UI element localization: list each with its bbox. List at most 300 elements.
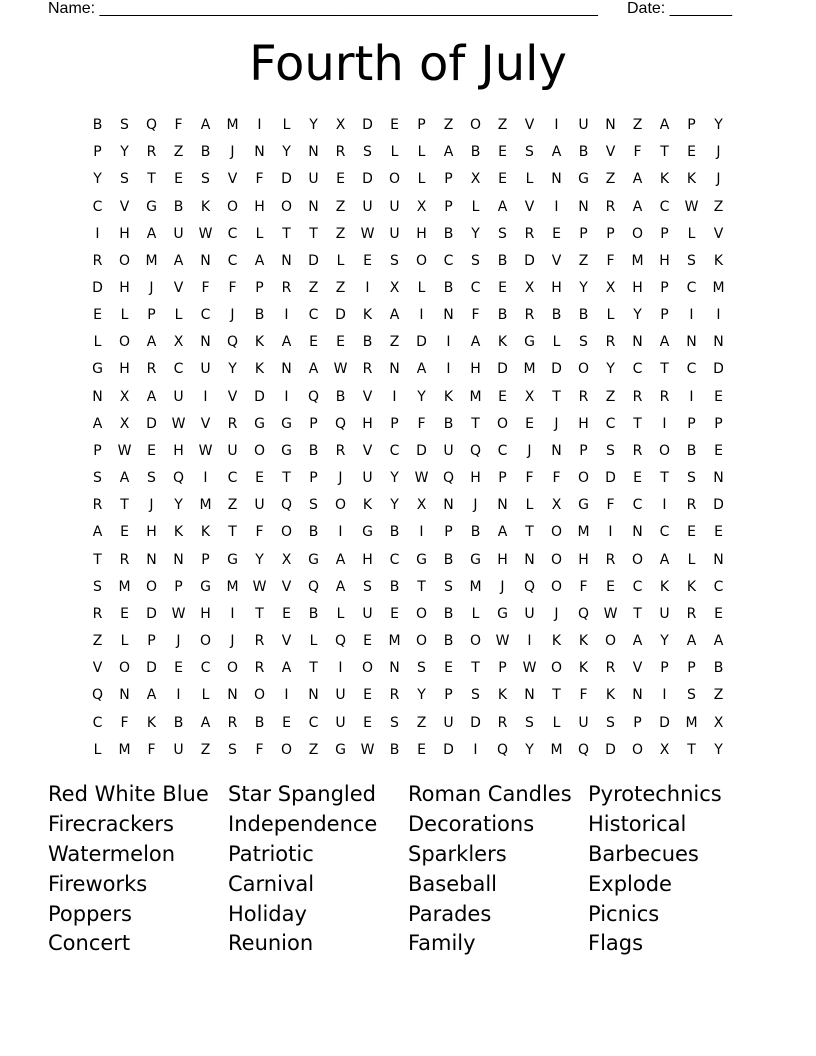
grid-letter: J bbox=[176, 633, 181, 650]
grid-letter: U bbox=[389, 225, 400, 242]
grid-letter: F bbox=[606, 252, 615, 269]
grid-letter: L bbox=[687, 225, 696, 242]
grid-letter: V bbox=[524, 117, 535, 134]
grid-letter: B bbox=[551, 307, 562, 324]
grid-letter: B bbox=[308, 442, 319, 459]
grid-letter: K bbox=[443, 388, 454, 405]
word-bank-item: Fireworks bbox=[48, 871, 148, 896]
grid-letter: B bbox=[173, 198, 184, 215]
grid-letter: N bbox=[524, 551, 535, 568]
grid-letter: O bbox=[469, 117, 482, 134]
grid-letter: T bbox=[417, 578, 426, 595]
grid-letter: V bbox=[92, 660, 103, 677]
grid-letter: Z bbox=[92, 633, 103, 650]
grid-letter: U bbox=[362, 605, 373, 622]
word-bank-item: Watermelon bbox=[48, 841, 176, 866]
grid-letter: W bbox=[360, 225, 375, 242]
grid-letter: S bbox=[390, 714, 399, 731]
grid-row bbox=[84, 248, 732, 275]
grid-letter: V bbox=[551, 252, 562, 269]
grid-letter: J bbox=[230, 307, 235, 324]
grid-letter: T bbox=[687, 741, 696, 758]
grid-letter: S bbox=[525, 144, 534, 161]
grid-letter: N bbox=[92, 388, 103, 405]
grid-letter: I bbox=[662, 415, 667, 432]
grid-letter: R bbox=[146, 144, 157, 161]
grid-letter: T bbox=[471, 415, 480, 432]
grid-letter: X bbox=[119, 415, 130, 432]
word-bank bbox=[48, 779, 768, 958]
grid-letter: I bbox=[608, 524, 613, 541]
grid-letter: P bbox=[687, 660, 696, 677]
grid-letter: Z bbox=[335, 225, 346, 242]
grid-letter: K bbox=[146, 714, 157, 731]
word-bank-item: Patriotic bbox=[228, 841, 314, 866]
grid-letter: U bbox=[578, 117, 589, 134]
grid-letter: Q bbox=[577, 741, 590, 758]
grid-row bbox=[84, 547, 732, 574]
grid-letter: L bbox=[390, 144, 399, 161]
grid-letter: S bbox=[471, 252, 480, 269]
grid-letter: M bbox=[631, 252, 644, 269]
grid-letter: R bbox=[92, 497, 103, 514]
grid-letter: Y bbox=[228, 361, 237, 378]
grid-letter: J bbox=[230, 633, 235, 650]
grid-letter: I bbox=[473, 741, 478, 758]
grid-letter: H bbox=[578, 415, 589, 432]
grid-letter: N bbox=[578, 198, 589, 215]
grid-letter: M bbox=[685, 714, 698, 731]
grid-letter: E bbox=[336, 171, 345, 188]
grid-letter: D bbox=[146, 415, 157, 432]
grid-letter: F bbox=[255, 171, 264, 188]
grid-letter: F bbox=[525, 470, 534, 487]
grid-letter: B bbox=[335, 388, 346, 405]
grid-letter: Y bbox=[282, 144, 291, 161]
grid-letter: I bbox=[689, 307, 694, 324]
grid-letter: I bbox=[662, 497, 667, 514]
grid-letter: C bbox=[632, 497, 643, 514]
grid-letter: A bbox=[659, 551, 670, 568]
grid-letter: P bbox=[147, 307, 156, 324]
grid-letter: Q bbox=[577, 605, 590, 622]
grid-letter: L bbox=[417, 144, 426, 161]
grid-letter: A bbox=[254, 252, 265, 269]
grid-letter: S bbox=[201, 171, 210, 188]
grid-letter: G bbox=[497, 605, 508, 622]
grid-letter: E bbox=[606, 578, 615, 595]
grid-letter: N bbox=[551, 442, 562, 459]
grid-letter: X bbox=[524, 388, 535, 405]
grid-letter: R bbox=[605, 334, 616, 351]
grid-row bbox=[84, 601, 732, 628]
grid-letter: I bbox=[176, 687, 181, 704]
grid-letter: V bbox=[119, 198, 130, 215]
grid-letter: K bbox=[686, 171, 697, 188]
grid-letter: S bbox=[309, 497, 318, 514]
grid-letter: Y bbox=[417, 687, 426, 704]
grid-letter: E bbox=[282, 605, 291, 622]
grid-letter: X bbox=[551, 497, 562, 514]
grid-letter: C bbox=[659, 198, 670, 215]
grid-letter: H bbox=[362, 551, 373, 568]
grid-letter: V bbox=[200, 415, 211, 432]
grid-letter: N bbox=[308, 144, 319, 161]
grid-letter: M bbox=[712, 280, 725, 297]
grid-letter: E bbox=[120, 605, 129, 622]
grid-letter: A bbox=[416, 361, 427, 378]
grid-letter: I bbox=[662, 687, 667, 704]
grid-letter: C bbox=[200, 660, 211, 677]
grid-letter: K bbox=[497, 687, 508, 704]
grid-letter: Z bbox=[578, 252, 589, 269]
grid-letter: E bbox=[120, 524, 129, 541]
grid-letter: L bbox=[309, 633, 318, 650]
grid-row bbox=[84, 492, 732, 519]
grid-letter: P bbox=[498, 660, 507, 677]
grid-letter: P bbox=[660, 225, 669, 242]
grid-letter: W bbox=[684, 198, 699, 215]
grid-row bbox=[84, 166, 732, 193]
grid-letter: V bbox=[362, 442, 373, 459]
grid-letter: S bbox=[228, 741, 237, 758]
grid-letter: D bbox=[146, 605, 157, 622]
grid-letter: B bbox=[362, 334, 373, 351]
grid-letter: R bbox=[605, 198, 616, 215]
grid-letter: D bbox=[551, 361, 562, 378]
grid-letter: E bbox=[390, 605, 399, 622]
grid-row bbox=[84, 302, 732, 329]
grid-letter: D bbox=[335, 307, 346, 324]
grid-letter: U bbox=[659, 605, 670, 622]
grid-letter: Y bbox=[309, 117, 318, 134]
grid-letter: O bbox=[280, 741, 293, 758]
grid-letter: H bbox=[146, 524, 157, 541]
grid-letter: Z bbox=[443, 117, 454, 134]
grid-letter: U bbox=[173, 388, 184, 405]
grid-letter: A bbox=[497, 198, 508, 215]
grid-letter: T bbox=[660, 470, 669, 487]
grid-letter: S bbox=[471, 687, 480, 704]
grid-letter: D bbox=[92, 280, 103, 297]
grid-letter: N bbox=[713, 334, 724, 351]
grid-letter: D bbox=[416, 442, 427, 459]
grid-letter: R bbox=[92, 605, 103, 622]
grid-letter: W bbox=[360, 741, 375, 758]
grid-letter: H bbox=[551, 280, 562, 297]
grid-row bbox=[84, 465, 732, 492]
grid-letter: C bbox=[632, 578, 643, 595]
grid-letter: Y bbox=[714, 117, 723, 134]
grid-letter: S bbox=[606, 714, 615, 731]
header-line bbox=[48, 0, 748, 20]
grid-letter: C bbox=[632, 361, 643, 378]
grid-letter: N bbox=[200, 334, 211, 351]
grid-row bbox=[84, 628, 732, 655]
grid-letter: Z bbox=[173, 144, 184, 161]
grid-letter: L bbox=[201, 687, 210, 704]
grid-row bbox=[84, 329, 732, 356]
grid-letter: H bbox=[200, 605, 211, 622]
grid-letter: A bbox=[443, 144, 454, 161]
grid-letter: P bbox=[390, 415, 399, 432]
grid-letter: N bbox=[632, 334, 643, 351]
grid-letter: D bbox=[605, 741, 616, 758]
grid-letter: R bbox=[119, 551, 130, 568]
grid-letter: F bbox=[606, 497, 615, 514]
grid-letter: N bbox=[713, 470, 724, 487]
grid-letter: F bbox=[633, 144, 642, 161]
grid-letter: J bbox=[527, 442, 532, 459]
grid-letter: F bbox=[552, 470, 561, 487]
grid-letter: I bbox=[230, 605, 235, 622]
grid-letter: S bbox=[687, 470, 696, 487]
grid-letter: B bbox=[443, 225, 454, 242]
grid-letter: D bbox=[443, 741, 454, 758]
grid-letter: H bbox=[119, 225, 130, 242]
grid-letter: X bbox=[281, 551, 292, 568]
grid-row bbox=[84, 384, 732, 411]
grid-letter: O bbox=[415, 605, 428, 622]
grid-letter: N bbox=[632, 524, 643, 541]
grid-letter: C bbox=[686, 361, 697, 378]
grid-letter: C bbox=[227, 470, 238, 487]
grid-letter: F bbox=[417, 415, 426, 432]
grid-letter: A bbox=[146, 334, 157, 351]
grid-letter: O bbox=[469, 633, 482, 650]
grid-letter: Q bbox=[91, 687, 104, 704]
grid-letter: R bbox=[686, 605, 697, 622]
grid-letter: O bbox=[361, 660, 374, 677]
grid-letter: H bbox=[578, 551, 589, 568]
grid-letter: H bbox=[632, 280, 643, 297]
grid-letter: S bbox=[579, 334, 588, 351]
grid-letter: Q bbox=[523, 578, 536, 595]
grid-letter: L bbox=[93, 334, 102, 351]
grid-letter: E bbox=[363, 687, 372, 704]
grid-letter: V bbox=[362, 388, 373, 405]
grid-letter: V bbox=[173, 280, 184, 297]
grid-letter: R bbox=[605, 551, 616, 568]
name-field-label: Name: ________________________________________________________ bbox=[48, 0, 598, 17]
grid-letter: C bbox=[227, 225, 238, 242]
grid-letter: E bbox=[714, 388, 723, 405]
grid-letter: A bbox=[92, 415, 103, 432]
grid-letter: H bbox=[659, 252, 670, 269]
grid-letter: Y bbox=[471, 225, 480, 242]
grid-letter: E bbox=[390, 117, 399, 134]
grid-letter: L bbox=[525, 497, 534, 514]
grid-letter: O bbox=[415, 633, 428, 650]
grid-letter: O bbox=[550, 524, 563, 541]
grid-letter: Z bbox=[335, 198, 346, 215]
grid-letter: B bbox=[443, 280, 454, 297]
grid-letter: M bbox=[388, 633, 401, 650]
grid-letter: N bbox=[632, 687, 643, 704]
grid-letter: E bbox=[633, 470, 642, 487]
grid-letter: I bbox=[446, 334, 451, 351]
grid-letter: W bbox=[198, 225, 213, 242]
grid-letter: O bbox=[550, 660, 563, 677]
grid-letter: B bbox=[254, 307, 265, 324]
grid-letter: O bbox=[604, 633, 617, 650]
grid-letter: H bbox=[362, 415, 373, 432]
grid-letter: S bbox=[525, 714, 534, 731]
grid-letter: G bbox=[281, 415, 292, 432]
grid-letter: J bbox=[230, 144, 235, 161]
grid-letter: C bbox=[92, 714, 103, 731]
grid-letter: P bbox=[444, 171, 453, 188]
grid-letter: T bbox=[255, 605, 264, 622]
grid-letter: L bbox=[93, 741, 102, 758]
grid-letter: T bbox=[660, 361, 669, 378]
grid-letter: K bbox=[713, 252, 724, 269]
word-bank-item: Parades bbox=[408, 901, 492, 926]
grid-letter: P bbox=[93, 442, 102, 459]
word-bank-item: Firecrackers bbox=[48, 811, 174, 836]
grid-letter: E bbox=[714, 605, 723, 622]
grid-letter: Y bbox=[174, 497, 183, 514]
grid-letter: T bbox=[660, 144, 669, 161]
grid-letter: S bbox=[147, 470, 156, 487]
grid-letter: V bbox=[632, 660, 643, 677]
grid-letter: K bbox=[551, 633, 562, 650]
grid-letter: P bbox=[444, 687, 453, 704]
grid-letter: G bbox=[200, 578, 211, 595]
grid-letter: M bbox=[226, 578, 239, 595]
grid-letter: G bbox=[254, 415, 265, 432]
grid-letter: Z bbox=[713, 687, 724, 704]
grid-letter: G bbox=[227, 551, 238, 568]
grid-letter: X bbox=[335, 117, 346, 134]
grid-letter: W bbox=[414, 470, 429, 487]
grid-letter: D bbox=[497, 361, 508, 378]
grid-letter: E bbox=[525, 415, 534, 432]
grid-letter: F bbox=[120, 714, 129, 731]
grid-letter: Y bbox=[633, 307, 642, 324]
grid-letter: Z bbox=[497, 117, 508, 134]
grid-letter: B bbox=[254, 714, 265, 731]
grid-letter: R bbox=[362, 361, 373, 378]
word-bank-item: Historical bbox=[588, 811, 687, 836]
grid-letter: E bbox=[714, 442, 723, 459]
grid-letter: J bbox=[500, 578, 505, 595]
grid-letter: M bbox=[577, 524, 590, 541]
grid-letter: B bbox=[578, 307, 589, 324]
grid-letter: A bbox=[308, 361, 319, 378]
grid-letter: I bbox=[203, 388, 208, 405]
grid-letter: K bbox=[200, 198, 211, 215]
grid-letter: F bbox=[579, 687, 588, 704]
grid-letter: H bbox=[497, 551, 508, 568]
grid-letter: W bbox=[117, 442, 132, 459]
grid-letter: O bbox=[550, 578, 563, 595]
grid-letter: B bbox=[92, 117, 103, 134]
grid-letter: G bbox=[524, 334, 535, 351]
grid-letter: P bbox=[174, 578, 183, 595]
letter-grid bbox=[84, 112, 732, 764]
grid-letter: S bbox=[687, 252, 696, 269]
grid-letter: B bbox=[308, 524, 319, 541]
grid-letter: B bbox=[308, 605, 319, 622]
grid-letter: M bbox=[145, 252, 158, 269]
grid-letter: S bbox=[606, 442, 615, 459]
grid-letter: N bbox=[389, 660, 400, 677]
word-bank-item: Sparklers bbox=[408, 841, 507, 866]
grid-letter: K bbox=[254, 334, 265, 351]
grid-letter: P bbox=[444, 198, 453, 215]
word-bank-item: Family bbox=[408, 931, 476, 956]
grid-letter: Z bbox=[416, 714, 427, 731]
grid-letter: Q bbox=[307, 578, 320, 595]
grid-letter: I bbox=[446, 361, 451, 378]
grid-letter: R bbox=[632, 388, 643, 405]
grid-letter: R bbox=[524, 307, 535, 324]
grid-letter: N bbox=[281, 361, 292, 378]
grid-letter: L bbox=[174, 307, 183, 324]
grid-letter: Y bbox=[606, 361, 615, 378]
grid-letter: P bbox=[417, 117, 426, 134]
grid-letter: R bbox=[389, 687, 400, 704]
grid-letter: O bbox=[631, 551, 644, 568]
grid-letter: N bbox=[551, 171, 562, 188]
grid-letter: L bbox=[525, 171, 534, 188]
grid-letter: R bbox=[335, 144, 346, 161]
grid-row bbox=[84, 193, 732, 220]
grid-letter: O bbox=[280, 198, 293, 215]
grid-letter: S bbox=[363, 578, 372, 595]
grid-letter: V bbox=[524, 198, 535, 215]
grid-letter: E bbox=[282, 714, 291, 731]
grid-letter: M bbox=[199, 497, 212, 514]
grid-letter: J bbox=[149, 280, 154, 297]
grid-row bbox=[84, 737, 732, 764]
grid-letter: O bbox=[226, 198, 239, 215]
grid-letter: T bbox=[552, 388, 561, 405]
grid-letter: F bbox=[201, 280, 210, 297]
grid-letter: Q bbox=[334, 415, 347, 432]
grid-letter: O bbox=[118, 660, 131, 677]
grid-letter: G bbox=[146, 198, 157, 215]
grid-letter: B bbox=[470, 144, 481, 161]
word-bank-item: Pyrotechnics bbox=[588, 782, 722, 806]
grid-letter: Y bbox=[714, 741, 723, 758]
grid-letter: T bbox=[309, 660, 318, 677]
grid-row bbox=[84, 221, 732, 248]
grid-letter: H bbox=[416, 225, 427, 242]
word-bank-item: Poppers bbox=[48, 901, 132, 926]
grid-letter: R bbox=[281, 280, 292, 297]
grid-letter: J bbox=[473, 497, 478, 514]
grid-letter: Y bbox=[93, 171, 102, 188]
grid-letter: S bbox=[444, 578, 453, 595]
grid-letter: X bbox=[524, 280, 535, 297]
grid-letter: N bbox=[443, 497, 454, 514]
grid-letter: R bbox=[605, 660, 616, 677]
grid-letter: Y bbox=[579, 280, 588, 297]
word-bank-item: Baseball bbox=[408, 871, 498, 896]
grid-letter: K bbox=[659, 171, 670, 188]
grid-letter: A bbox=[173, 252, 184, 269]
grid-letter: P bbox=[579, 225, 588, 242]
grid-letter: B bbox=[200, 144, 211, 161]
grid-letter: U bbox=[173, 225, 184, 242]
grid-letter: G bbox=[92, 361, 103, 378]
grid-letter: S bbox=[390, 252, 399, 269]
grid-letter: S bbox=[93, 470, 102, 487]
grid-letter: J bbox=[716, 144, 721, 161]
grid-letter: J bbox=[149, 497, 154, 514]
